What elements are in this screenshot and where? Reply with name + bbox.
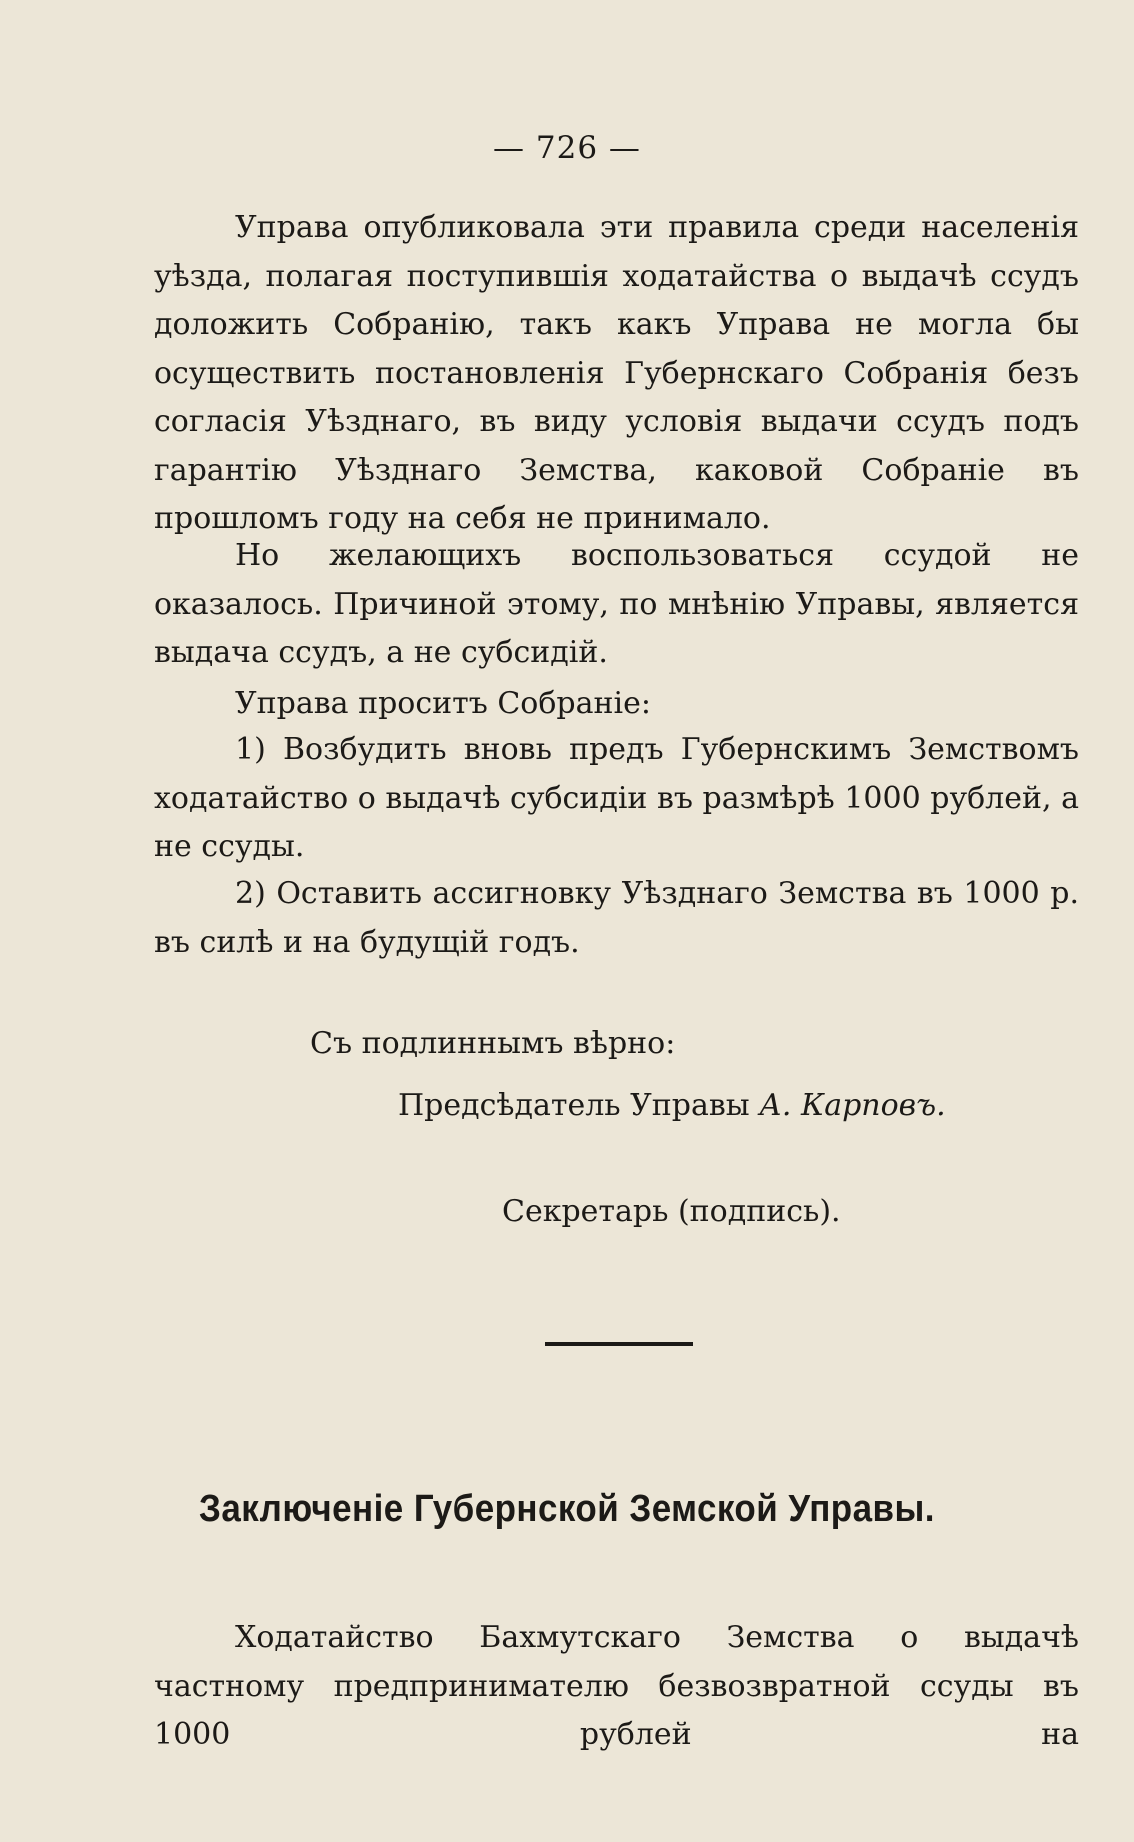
request-item-1 [154, 726, 1079, 872]
paragraph-text: Но желающихъ воспользоваться ссудой не оказалось. Причиной этому, по мнѣнію Управы, является выдача ссудъ, а не субсидій. [154, 538, 1079, 670]
page-number: — 726 — [493, 130, 641, 166]
closing-paragraph [154, 1614, 1079, 1808]
chairman-title: Предсѣдатель Управы [398, 1088, 750, 1123]
request-item-2 [154, 870, 1079, 967]
section-divider [545, 1342, 693, 1346]
certification-line: Съ подлиннымъ вѣрно: [310, 1026, 676, 1061]
paragraph-no-applicants [154, 532, 1079, 678]
chairman-name: А. Карповъ. [759, 1088, 946, 1123]
secretary-signature: Секретарь (подпись). [502, 1194, 841, 1229]
paragraph-request-intro [154, 680, 1079, 729]
paragraph-text: Ходатайство Бахмутскаго Земства о выдачѣ частному предпринимателю безвозвратной ссуды въ 1000 рублей на [154, 1620, 1079, 1752]
paragraph-text: Управа проситъ Собраніе: [235, 686, 651, 721]
paragraph-text: 1) Возбудить вновь предъ Губернскимъ Земствомъ ходатайство о выдачѣ субсидіи въ размѣрѣ 1000 рублей, а не ссуды. [154, 732, 1079, 864]
paragraph-text: 2) Оставить ассигновку Уѣзднаго Земства въ 1000 р. въ силѣ и на будущій годъ. [154, 876, 1079, 960]
paragraph-text: Управа опубликовала эти правила среди населенія уѣзда, полагая поступившія ходатайства о выдачѣ ссудъ доложить Собранію, такъ какъ Управа не могла бы осуществить постановленія Губернскаго Собранія безъ согласія Уѣзднаго, въ виду условія выдачи ссудъ подъ гарантію Уѣзднаго Земства, каковой Собраніе въ прошломъ году на себя не принимало. [154, 210, 1079, 536]
paragraph-publication [154, 204, 1079, 544]
section-heading: Заключеніе Губернской Земской Управы. [199, 1488, 935, 1530]
chairman-signature [398, 1086, 946, 1126]
